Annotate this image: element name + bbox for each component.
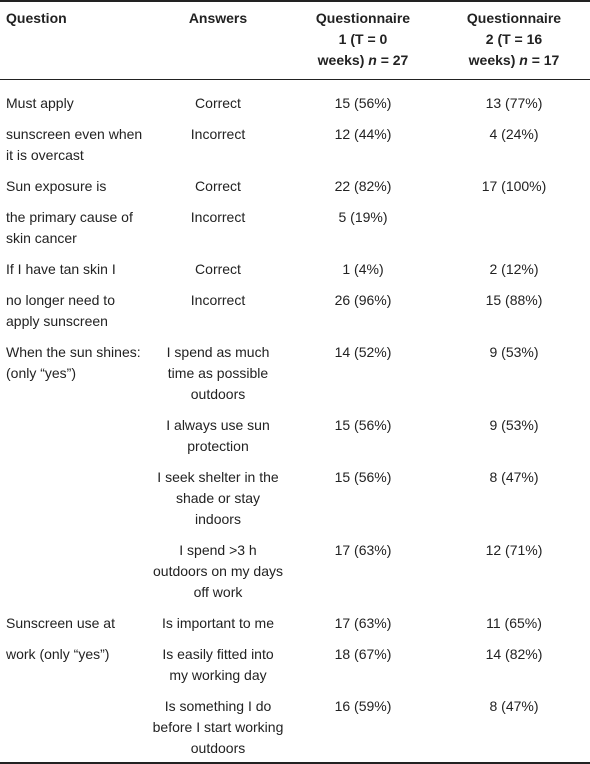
header-q1-line3: weeks) (317, 52, 365, 68)
table-row (0, 117, 590, 169)
table-row (0, 408, 590, 460)
header-row (0, 1, 590, 80)
answer-cell: I always use sun protection (166, 417, 270, 454)
q2-value-cell: 17 (100%) (481, 178, 547, 194)
table-row (0, 460, 590, 533)
question-cell: work (only “yes”) (6, 646, 110, 662)
q1-value-cell: 16 (59%) (334, 698, 392, 714)
question-cell (0, 460, 148, 533)
question-cell: Sun exposure is (6, 178, 107, 194)
header-answers: Answers (188, 10, 248, 26)
header-question: Question (6, 10, 67, 26)
table-row (0, 200, 590, 252)
q2-value-cell: 13 (77%) (485, 95, 543, 111)
q2-value-cell: 8 (47%) (489, 698, 539, 714)
answer-cell: I spend >3 h outdoors on my days off work (153, 542, 283, 600)
question-cell (0, 689, 148, 763)
answer-cell: Is something I do before I start working outdoors (152, 698, 284, 756)
question-cell (0, 408, 148, 460)
table-row (0, 80, 590, 118)
q1-value-cell: 15 (56%) (334, 95, 392, 111)
question-cell: no longer need to apply sunscreen (6, 292, 115, 329)
header-q2-line3: weeks) (468, 52, 516, 68)
table-row (0, 335, 590, 408)
table-row (0, 606, 590, 637)
q2-value-cell: 12 (71%) (485, 542, 543, 558)
q1-value-cell: 17 (63%) (334, 542, 392, 558)
q1-value-cell: 15 (56%) (334, 417, 392, 433)
table-row (0, 169, 590, 200)
q1-value-cell: 26 (96%) (334, 292, 392, 308)
q2-value-cell: 2 (12%) (489, 261, 539, 277)
question-cell: Sunscreen use at (6, 615, 115, 631)
q1-value-cell: 22 (82%) (334, 178, 392, 194)
q2-value-cell: 9 (53%) (489, 417, 539, 433)
answer-cell: Is easily fitted into my working day (162, 646, 274, 683)
answer-cell: Correct (195, 261, 241, 277)
q1-value-cell: 1 (4%) (342, 261, 384, 277)
header-q1-line2: 1 (T = 0 (338, 31, 388, 47)
q1-value-cell: 14 (52%) (334, 344, 392, 360)
q1-value-cell: 5 (19%) (338, 209, 388, 225)
q1-value-cell: 12 (44%) (334, 126, 392, 142)
header-q2-count: = 17 (531, 52, 560, 68)
q2-value-cell (438, 200, 590, 252)
header-q1-line1: Questionnaire (315, 10, 411, 26)
question-cell: Must apply (6, 95, 74, 111)
q2-value-cell: 8 (47%) (489, 469, 539, 485)
q1-value-cell: 15 (56%) (334, 469, 392, 485)
answer-cell: Correct (195, 178, 241, 194)
header-questionnaire-1 (288, 1, 438, 80)
table-row (0, 533, 590, 606)
q2-value-cell: 14 (82%) (485, 646, 543, 662)
answer-cell: Incorrect (190, 126, 246, 142)
answer-cell: Incorrect (190, 209, 246, 225)
answer-cell: Is important to me (161, 615, 275, 631)
table-row (0, 689, 590, 763)
q2-value-cell: 15 (88%) (485, 292, 543, 308)
table-row (0, 637, 590, 689)
answer-cell: I spend as much time as possible outdoors (166, 344, 270, 402)
header-q2-line1: Questionnaire (466, 10, 562, 26)
header-q1-n: n (368, 52, 377, 68)
q2-value-cell: 11 (65%) (486, 615, 542, 631)
question-cell: When the sun shines: (only “yes”) (6, 344, 141, 381)
header-questionnaire-2 (438, 1, 590, 80)
answer-cell: Incorrect (190, 292, 246, 308)
header-q2-line2: 2 (T = 16 (485, 31, 543, 47)
table-row (0, 283, 590, 335)
question-cell: sunscreen even when it is overcast (6, 126, 143, 163)
q1-value-cell: 18 (67%) (334, 646, 392, 662)
question-cell: the primary cause of skin cancer (6, 209, 133, 246)
question-cell: If I have tan skin I (6, 261, 116, 277)
answer-cell: Correct (195, 95, 241, 111)
question-cell (0, 533, 148, 606)
q2-value-cell: 9 (53%) (489, 344, 539, 360)
table-row (0, 252, 590, 283)
q1-value-cell: 17 (63%) (334, 615, 392, 631)
q2-value-cell: 4 (24%) (489, 126, 539, 142)
answer-cell: I seek shelter in the shade or stay indoors (157, 469, 279, 527)
header-q1-count: = 27 (380, 52, 409, 68)
header-q2-n: n (519, 52, 528, 68)
